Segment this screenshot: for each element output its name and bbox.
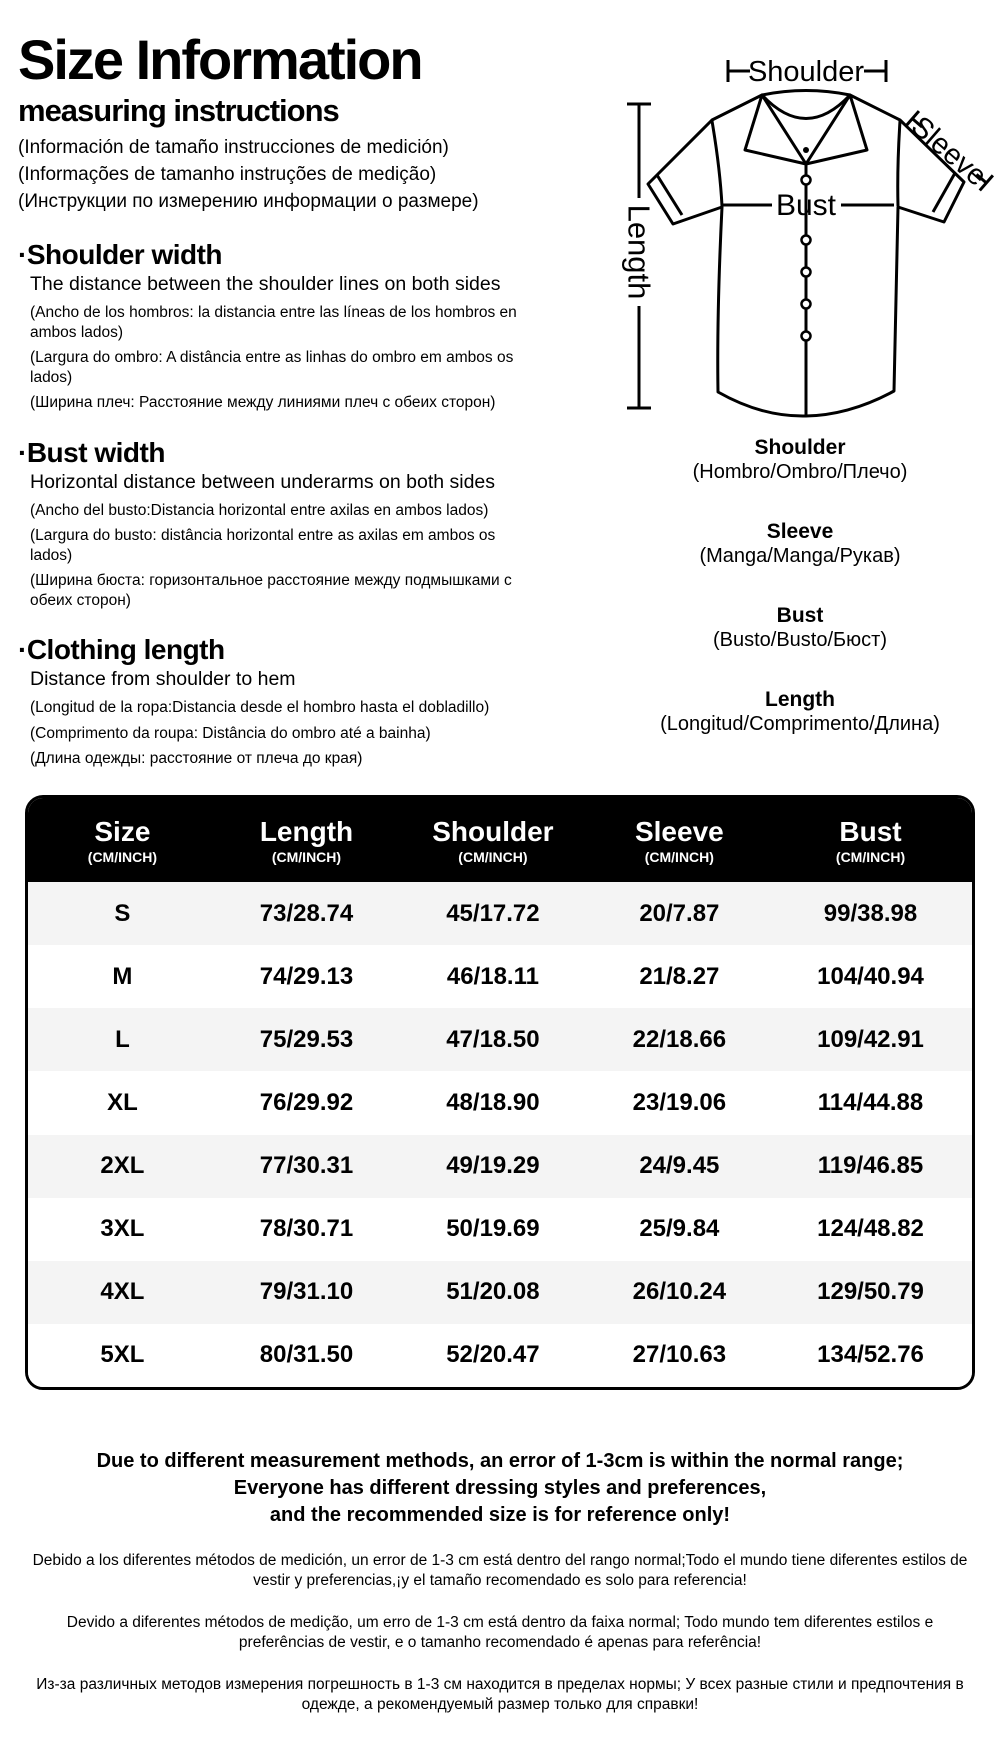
cell-length: 79/31.10	[259, 1278, 354, 1306]
disclaimer-translation-es: Debido a los diferentes métodos de medición, un error de 1-3 cm está dentro del rango normal;Todo el mundo tiene diferentes estilos de vestir y preferencias,¡y el tamaño recomendado es solo para referencia!	[32, 1552, 968, 1589]
cell-shoulder: 49/19.29	[446, 1152, 540, 1180]
table-row-m	[28, 945, 972, 1008]
page-title: Size Information	[18, 28, 422, 91]
section-translation-es: (Ancho de los hombros: la distancia entre las líneas de los hombros en ambos lados)	[30, 304, 517, 341]
column-unit: (CM/INCH)	[87, 849, 157, 865]
size-table-container	[25, 795, 975, 1390]
column-label: Length	[259, 816, 354, 847]
cell-shoulder: 48/18.90	[446, 1088, 540, 1116]
diagram-captions	[560, 436, 1000, 772]
cell-bust: 129/50.79	[817, 1278, 924, 1306]
title-translations	[18, 134, 526, 215]
cell-length: 76/29.92	[259, 1088, 354, 1116]
length-diagram-label: Length	[621, 204, 657, 300]
disclaimer-line-1: Due to different measurement methods, an error of 1-3cm is within the normal range;	[96, 1450, 904, 1472]
cell-size: 2XL	[100, 1152, 145, 1180]
page-subtitle: measuring instructions	[18, 93, 339, 128]
disclaimer-translation-pt: Devido a diferentes métodos de medição, um erro de 1-3 cm está dentro da faixa normal; Todo mundo tem diferentes estilos e preferências de vestir, e o tamanho recomendado é apenas para referência!	[66, 1614, 934, 1651]
table-row-2xl	[28, 1135, 972, 1198]
section-shoulder-width	[18, 239, 526, 413]
title-translation-pt: (Informações de tamanho instruções de medição)	[18, 164, 437, 185]
cell-size: 4XL	[100, 1278, 145, 1306]
column-unit: (CM/INCH)	[458, 849, 528, 865]
cell-shoulder: 47/18.50	[446, 1025, 540, 1053]
table-row-4xl	[28, 1261, 972, 1324]
section-translation-pt: (Comprimento da roupa: Distância do ombro até a bainha)	[30, 724, 431, 742]
disclaimer-translation-ru: Из-за различных методов измерения погрешность в 1-3 см находится в пределах нормы; У всех разные стили и предпочтения в одежде, а рекомендуемый размер только для справки!	[36, 1676, 964, 1713]
cell-bust: 104/40.94	[817, 962, 924, 990]
cell-shoulder: 45/17.72	[446, 899, 540, 927]
button	[802, 236, 811, 245]
cell-sleeve: 22/18.66	[632, 1025, 727, 1053]
cell-size: 3XL	[100, 1215, 145, 1243]
column-unit: (CM/INCH)	[835, 849, 906, 865]
measuring-instructions-panel	[18, 30, 526, 769]
cell-length: 77/30.31	[259, 1152, 354, 1180]
size-table	[28, 798, 972, 1387]
caption-translations: (Hombro/Ombro/Плечо)	[692, 461, 908, 483]
cell-shoulder: 46/18.11	[446, 962, 539, 990]
shirt-measurement-diagram	[540, 25, 1000, 435]
cell-shoulder: 50/19.69	[446, 1215, 540, 1243]
cell-length: 73/28.74	[259, 899, 354, 927]
section-translation-pt: (Largura do busto: distância horizontal entre as axilas em ambos os lados)	[30, 527, 496, 564]
column-unit: (CM/INCH)	[271, 849, 342, 865]
cell-shoulder: 52/20.47	[446, 1341, 540, 1369]
cell-sleeve: 27/10.63	[632, 1341, 727, 1369]
cell-bust: 119/46.85	[817, 1152, 924, 1180]
table-row-l	[28, 1008, 972, 1071]
cell-shoulder: 51/20.08	[446, 1278, 540, 1306]
size-table-header	[28, 798, 972, 882]
caption-name: Sleeve	[766, 520, 834, 543]
cell-bust: 114/44.88	[817, 1088, 924, 1116]
disclaimer-footer	[25, 1448, 975, 1715]
cell-sleeve: 21/8.27	[639, 962, 720, 990]
section-translation-ru: (Ширина бюста: горизонтальное расстояние между подмышками с обеих сторон)	[30, 572, 512, 609]
cell-sleeve: 20/7.87	[639, 899, 720, 927]
caption-name: Bust	[776, 604, 824, 627]
button	[802, 268, 811, 277]
cell-length: 75/29.53	[259, 1025, 354, 1053]
cell-bust: 134/52.76	[817, 1341, 924, 1369]
section-bust-width	[18, 437, 526, 611]
cell-bust: 109/42.91	[817, 1025, 924, 1053]
section-title	[18, 239, 526, 271]
section-title	[18, 437, 526, 469]
header-row	[28, 798, 972, 882]
caption-shoulder	[560, 436, 1000, 484]
disclaimer-line-3: and the recommended size is for reference only!	[269, 1504, 731, 1526]
bullet: ·	[18, 634, 27, 665]
cell-sleeve: 24/9.45	[639, 1152, 720, 1180]
section-translation-es: (Longitud de la ropa:Distancia desde el hombro hasta el dobladillo)	[30, 699, 490, 716]
button	[802, 300, 811, 309]
disclaimer-line-2: Everyone has different dressing styles and preferences,	[233, 1477, 767, 1499]
caption-length	[560, 688, 1000, 736]
cell-sleeve: 26/10.24	[632, 1278, 727, 1306]
cell-size: S	[114, 899, 131, 927]
section-translation-pt: (Largura do ombro: A distância entre as linhas do ombro em ambos os lados)	[30, 349, 514, 386]
section-description: Horizontal distance between underarms on both sides	[30, 470, 496, 493]
cell-sleeve: 23/19.06	[632, 1088, 727, 1116]
section-title-text: Bust width	[26, 436, 165, 468]
table-row-5xl	[28, 1324, 972, 1387]
cell-length: 78/30.71	[259, 1215, 354, 1243]
cell-size: XL	[107, 1088, 138, 1116]
button	[802, 332, 811, 341]
section-translation-ru: (Ширина плеч: Расстояние между линиями плеч с обеих сторон)	[30, 394, 496, 411]
bullet: ·	[18, 239, 27, 270]
cell-length: 80/31.50	[259, 1341, 354, 1369]
section-title-text: Shoulder width	[26, 239, 223, 270]
collar-button	[803, 147, 809, 153]
cell-size: 5XL	[100, 1341, 145, 1369]
column-label: Bust	[839, 816, 902, 847]
cell-size: L	[115, 1025, 130, 1053]
caption-translations: (Busto/Busto/Бюст)	[712, 629, 887, 651]
column-header-bust	[769, 798, 972, 882]
section-description: Distance from shoulder to hem	[30, 668, 296, 690]
title-translation-ru: (Инструкции по измерению информации о размере)	[18, 191, 479, 212]
column-label: Sleeve	[634, 816, 724, 847]
column-label: Size	[94, 816, 151, 847]
sleeve-diagram-label: Sleeve	[904, 110, 993, 193]
caption-translations: (Manga/Manga/Рукав)	[699, 545, 901, 567]
cell-sleeve: 25/9.84	[639, 1215, 720, 1243]
caption-name: Length	[765, 688, 835, 711]
column-header-length	[217, 798, 396, 882]
column-header-size	[28, 798, 217, 882]
section-description: The distance between the shoulder lines on both sides	[30, 273, 501, 295]
caption-name: Shoulder	[754, 436, 846, 459]
table-row-xl	[28, 1071, 972, 1134]
bullet: ·	[18, 436, 27, 468]
section-translation-ru: (Длина одежды: расстояние от плеча до края)	[30, 750, 363, 767]
caption-sleeve	[560, 520, 1000, 568]
cell-bust: 99/38.98	[823, 899, 918, 927]
cell-length: 74/29.13	[259, 962, 354, 990]
table-row-s	[28, 882, 972, 945]
section-clothing-length	[18, 634, 526, 769]
section-title-text: Clothing length	[26, 634, 225, 665]
section-title	[18, 634, 526, 666]
cell-bust: 124/48.82	[817, 1215, 924, 1243]
button	[802, 176, 811, 185]
bust-diagram-label: Bust	[775, 189, 837, 222]
shoulder-diagram-label: Shoulder	[747, 56, 865, 88]
cell-size: M	[112, 962, 133, 990]
column-header-sleeve	[590, 798, 769, 882]
section-translation-es: (Ancho del busto:Distancia horizontal entre axilas en ambos lados)	[30, 501, 489, 519]
caption-translations: (Longitud/Comprimento/Длина)	[660, 713, 940, 735]
table-row-3xl	[28, 1198, 972, 1261]
column-header-shoulder	[396, 798, 590, 882]
column-unit: (CM/INCH)	[644, 849, 714, 865]
title-translation-es: (Información de tamaño instrucciones de medición)	[18, 137, 449, 158]
column-label: Shoulder	[432, 816, 554, 847]
caption-bust	[560, 604, 1000, 652]
